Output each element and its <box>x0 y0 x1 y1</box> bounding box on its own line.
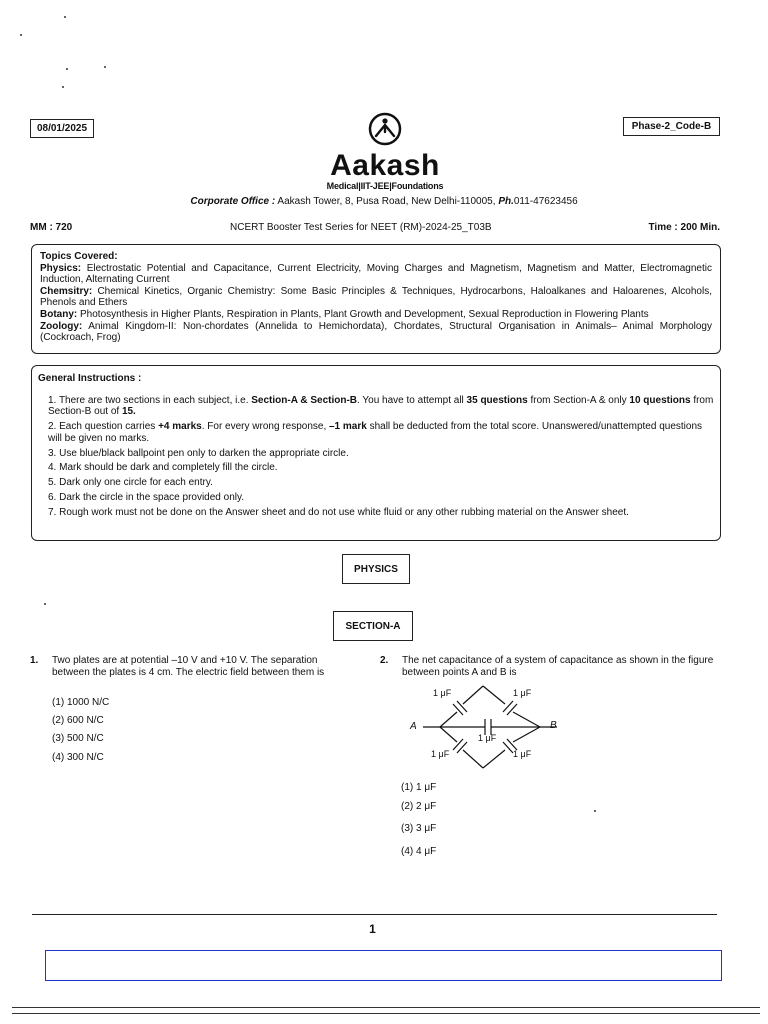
section-heading: SECTION-A <box>333 611 413 641</box>
instruction-4: 4. Mark should be dark and completely fill the circle. <box>48 462 278 474</box>
scan-speck <box>594 810 596 812</box>
footer-rule <box>32 914 717 915</box>
brand-logo <box>300 112 470 191</box>
topics-covered-box <box>31 244 721 354</box>
cap-label-top-right: 1 μF <box>513 688 532 698</box>
instruction-2: 2. Each question carries +4 marks. For every wrong response, –1 mark shall be deducted from the total score. Unanswered/unattempted questions will be given no marks. <box>48 421 703 444</box>
question-1-text: Two plates are at potential –10 V and +10 V. The separation between the plates is 4 cm. The electric field between them is <box>52 655 325 678</box>
corporate-office: Corporate Office : Aakash Tower, 8, Pusa Road, New Delhi-110005, Ph.011-47623456 <box>190 196 578 207</box>
max-marks: MM : 720 <box>30 222 73 233</box>
topic-chemistry: Chemsitry: Chemical Kinetics, Organic Chemistry: Some Basic Principles & Techniques, Hydrocarbons, Haloalkanes and Haloarenes, Alcohols, Phenols and Ethers <box>40 285 712 309</box>
instruction-7: 7. Rough work must not be done on the Answer sheet and do not use white fluid or any other rubbing material on the Answer sheet. <box>48 507 629 519</box>
topics-title: Topics Covered: <box>40 251 118 262</box>
scan-speck <box>62 86 64 88</box>
exam-date: 08/01/2025 <box>30 119 94 138</box>
aakash-emblem-icon <box>367 112 403 146</box>
test-series-title: NCERT Booster Test Series for NEET (RM)-2024-25_T03B <box>230 222 492 233</box>
q1-option-3[interactable]: (3) 500 N/C <box>52 733 104 744</box>
q2-option-1[interactable]: (1) 1 μF <box>401 782 437 793</box>
general-instructions-box <box>31 365 721 541</box>
topic-botany: Botany: Photosynthesis in Higher Plants, Respiration in Plants, Plant Growth and Development, Sexual Reproduction in Flowering Plants <box>40 308 649 320</box>
scan-speck <box>44 603 46 605</box>
point-a-label: A <box>410 721 417 732</box>
cap-label-bottom-right: 1 μF <box>513 749 532 759</box>
q2-option-2[interactable]: (2) 2 μF <box>401 801 437 812</box>
question-2: 2. The net capacitance of a system of capacitance as shown in the figure between points A and B is <box>380 655 720 678</box>
scan-speck <box>64 16 66 18</box>
instruction-6: 6. Dark the circle in the space provided only. <box>48 492 245 504</box>
q2-option-4[interactable]: (4) 4 μF <box>401 846 437 857</box>
cap-label-bottom-left: 1 μF <box>431 749 450 759</box>
brand-name: Aakash <box>330 149 440 182</box>
scan-speck <box>104 66 106 68</box>
subject-heading: PHYSICS <box>342 554 410 584</box>
topic-physics: Physics: Electrostatic Potential and Capacitance, Current Electricity, Moving Charges and Magnetism, Magnetism and Matter, Electromagnetic Induction, Alternating Current <box>40 262 712 286</box>
footer-blue-box <box>45 950 722 981</box>
question-2-text: The net capacitance of a system of capacitance as shown in the figure between points A and B is <box>402 655 714 678</box>
paper-code: Phase-2_Code-B <box>623 117 720 136</box>
q1-option-2[interactable]: (2) 600 N/C <box>52 715 104 726</box>
q1-option-4[interactable]: (4) 300 N/C <box>52 752 104 763</box>
brand-tagline: Medical|IIT-JEE|Foundations <box>326 181 444 191</box>
q1-option-1[interactable]: (1) 1000 N/C <box>52 697 110 708</box>
instructions-title: General Instructions : <box>38 373 142 384</box>
instruction-1: 1. There are two sections in each subject, i.e. Section-A & Section-B. You have to attempt all 35 questions from Section-A & only 10 questions from Section-B out of 15. <box>48 394 714 418</box>
instruction-5: 5. Dark only one circle for each entry. <box>48 477 213 489</box>
scan-speck <box>20 34 22 36</box>
time-limit: Time : 200 Min. <box>648 222 720 233</box>
bottom-rule <box>12 1007 760 1014</box>
question-1: 1. Two plates are at potential –10 V and +10 V. The separation between the plates is 4 cm. The electric field between them is <box>30 655 350 678</box>
cap-label-top-left: 1 μF <box>433 688 452 698</box>
page-number: 1 <box>369 922 376 936</box>
cap-label-middle: 1 μF <box>478 733 497 743</box>
topic-zoology: Zoology: Animal Kingdom-II: Non-chordates (Annelida to Hemichordata), Chordates, Structural Organisation in Animals– Animal Morphology (Cockroach, Frog) <box>40 320 712 344</box>
q2-option-3[interactable]: (3) 3 μF <box>401 823 437 834</box>
instruction-3: 3. Use blue/black ballpoint pen only to darken the appropriate circle. <box>48 447 349 459</box>
scan-speck <box>66 68 68 70</box>
point-b-label: B <box>550 720 557 731</box>
